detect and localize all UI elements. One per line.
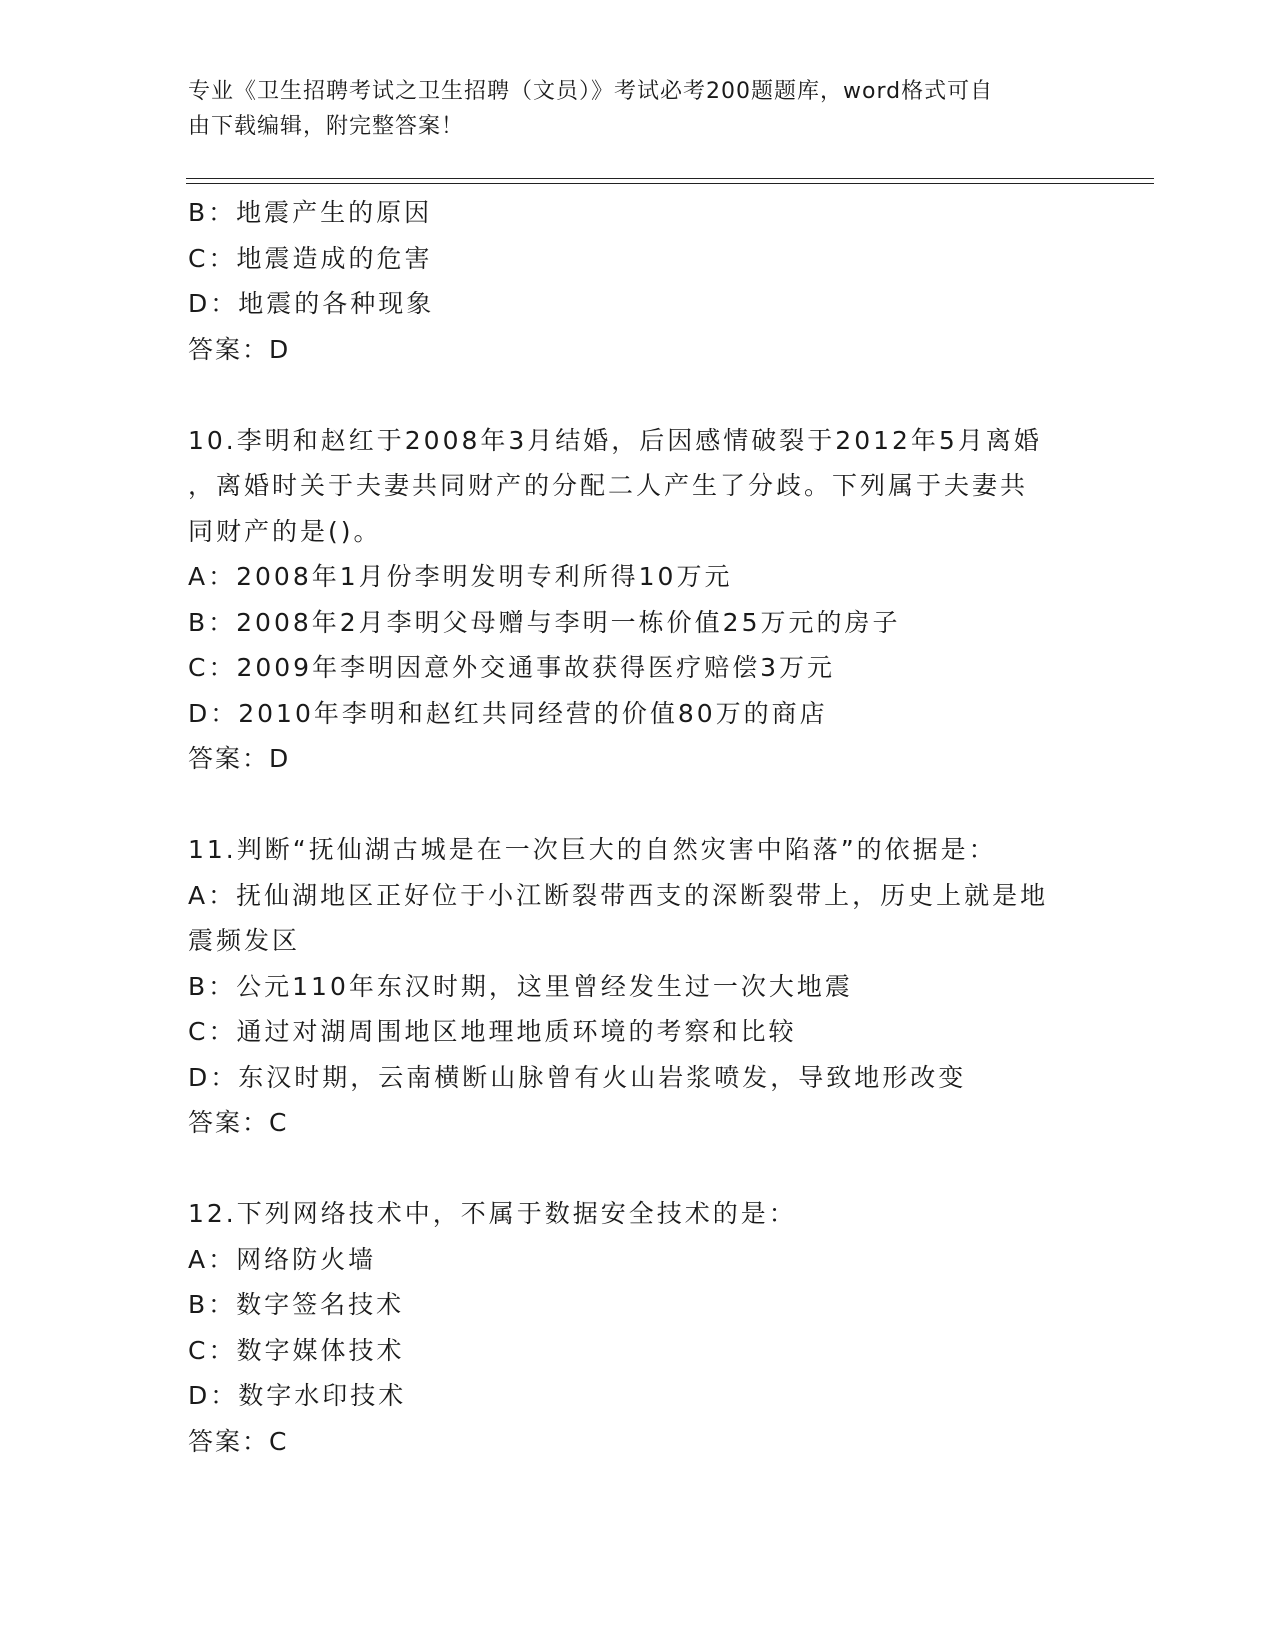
option-c: C：数字媒体技术 — [188, 1335, 405, 1365]
document-header — [188, 74, 1068, 144]
answer: 答案：C — [188, 1426, 289, 1456]
answer: 答案：D — [188, 334, 291, 364]
option-a: A：网络防火墙 — [188, 1244, 377, 1274]
header-rule-bottom — [186, 183, 1154, 184]
option-b: B：数字签名技术 — [188, 1290, 405, 1319]
spacer — [188, 372, 1088, 418]
question-stem-line: 同财产的是()。 — [188, 516, 382, 546]
option-b: B：2008年2月李明父母赠与李明一栋价值25万元的房子 — [188, 607, 901, 637]
spacer — [188, 1146, 1088, 1192]
question-stem-line: 12.下列网络技术中，不属于数据安全技术的是： — [188, 1199, 797, 1228]
question-stem-line: ，离婚时关于夫妻共同财产的分配二人产生了分歧。下列属于夫妻共 — [188, 471, 1029, 500]
question-12 — [188, 1191, 1088, 1464]
question-10 — [188, 418, 1088, 782]
option-c: C：地震造成的危害 — [188, 243, 433, 273]
question-stem-line: 10.李明和赵红于2008年3月结婚，后因感情破裂于2012年5月离婚 — [188, 425, 1042, 455]
option-c: C：通过对湖周围地区地理地质环境的考察和比较 — [188, 1017, 797, 1046]
spacer — [188, 782, 1088, 828]
option-b: B：地震产生的原因 — [188, 198, 433, 227]
header-line-2: 由下载编辑，附完整答案！ — [188, 114, 465, 139]
question-stem-line: 11.判断“抚仙湖古城是在一次巨大的自然灾害中陷落”的依据是： — [188, 835, 997, 864]
option-a: A：2008年1月份李明发明专利所得10万元 — [188, 562, 733, 591]
option-c: C：2009年李明因意外交通事故获得医疗赔偿3万元 — [188, 653, 835, 682]
header-rule-top — [186, 178, 1154, 179]
answer: 答案：C — [188, 1108, 289, 1137]
answer: 答案：D — [188, 744, 291, 773]
option-b: B：公元110年东汉时期，这里曾经发生过一次大地震 — [188, 971, 853, 1001]
question-11 — [188, 827, 1088, 1146]
question-9 — [188, 190, 1088, 372]
option-d: D：2010年李明和赵红共同经营的价值80万的商店 — [188, 698, 828, 728]
option-a-continued: 震频发区 — [188, 926, 301, 955]
question-content — [188, 190, 1088, 1464]
header-line-1: 专业《卫生招聘考试之卫生招聘（文员）》考试必考200题题库，word格式可自 — [188, 79, 994, 104]
option-d: D：数字水印技术 — [188, 1381, 407, 1410]
option-d: D：东汉时期，云南横断山脉曾有火山岩浆喷发，导致地形改变 — [188, 1062, 967, 1092]
option-a: A：抚仙湖地区正好位于小江断裂带西支的深断裂带上，历史上就是地 — [188, 880, 1049, 910]
option-d: D：地震的各种现象 — [188, 289, 435, 318]
